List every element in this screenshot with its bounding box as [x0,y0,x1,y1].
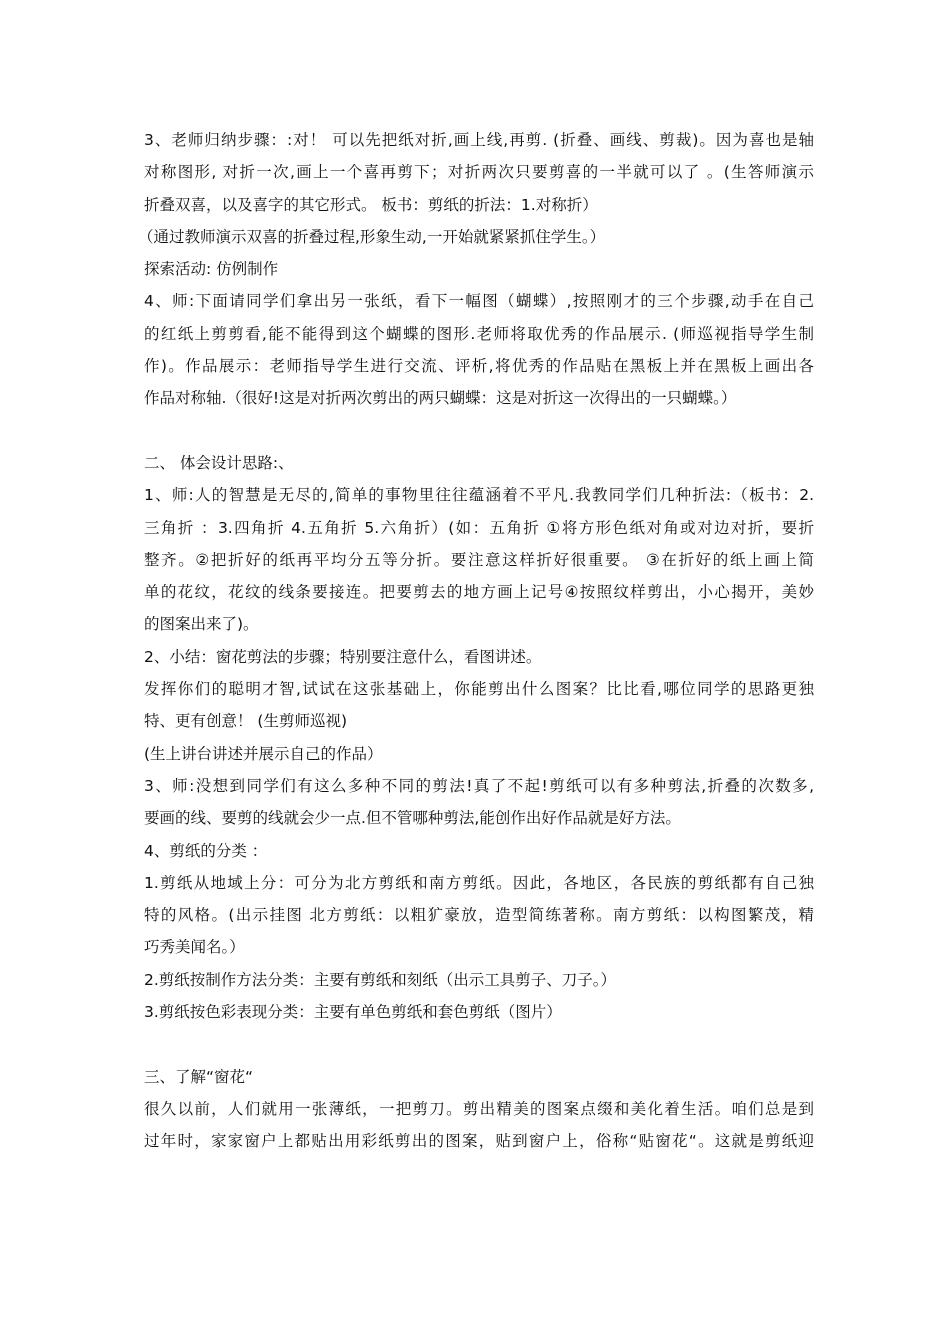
text-line-l15: 的图案出来了)。 [144,615,259,634]
text-line-l29: 很久以前，人们就用一张薄纸，一把剪刀。剪出精美的图案点缀和美化着生活。咱们总是到 [144,1099,814,1118]
text-line-l02: 对称图形, 对折一次,画上一个喜再剪下；对折两次只要剪喜的一半就可以了 。(生答师演示 [144,163,814,182]
text-line-l11: 1、师:人的智慧是无尽的,简单的事物里往往蕴涵着不平凡.我教同学们几种折法:（板书：2. [144,486,814,505]
text-line-l25: 巧秀美闻名。） [144,938,245,957]
text-line-l16: 2、小结：窗花剪法的步骤；特别要注意什么，看图讲述。 [144,647,542,666]
text-line-l12: 三角折 ：3.四角折 4.五角折 5.六角折）(如：五角折 ①将方形色纸对角或对边对折，要折 [144,518,814,537]
text-line-l10: 二、 体会设计思路:、 [144,453,294,472]
text-line-l07: 的红纸上剪剪看,能不能得到这个蝴蝶的图形.老师将取优秀的作品展示. (师巡视指导学生制 [144,324,814,343]
text-line-l08: 作)。作品展示：老师指导学生进行交流、评析,将优秀的作品贴在黑板上并在黑板上画出各 [144,357,814,376]
text-line-l01: 3、老师归纳步骤：:对！ 可以先把纸对折,画上线,再剪. (折叠、画线、剪裁)。因为喜也是轴 [144,131,814,149]
text-line-l17: 发挥你们的聪明才智,试试在这张基础上，你能剪出什么图案？比比看,哪位同学的思路更独 [144,680,814,699]
text-line-l24: 特的风格。(出示挂图 北方剪纸：以粗犷豪放，造型简练著称。南方剪纸：以构图繁茂，精 [144,906,814,925]
blank-line [144,415,814,447]
text-line-l18: 特、更有创意！ (生剪师巡视) [144,712,348,731]
text-line-l14: 单的花纹，花纹的线条要接连。把要剪去的地方画上记号④按照纹样剪出，小心揭开，美妙 [144,583,814,602]
text-line-l20: 3、师:没想到同学们有这么多种不同的剪法!真了不起!剪纸可以有多种剪法,折叠的次数多, [144,776,814,795]
text-line-l03: 折叠双喜，以及喜字的其它形式。 板书：剪纸的折法：1.对称折） [144,195,598,214]
text-line-l27: 3.剪纸按色彩表现分类：主要有单色剪纸和套色剪纸（图片） [144,1003,562,1022]
text-line-l05: 探索活动: 仿例制作 [144,260,279,279]
text-line-l13: 整齐。②把折好的纸再平均分五等分折。要注意这样折好很重要。 ③在折好的纸上画上简 [144,550,814,569]
text-line-l19: (生上讲台讲述并展示自己的作品） [144,744,383,763]
text-line-l22: 4、剪纸的分类 ： [144,841,268,860]
text-line-l26: 2.剪纸按制作方法分类：主要有剪纸和刻纸（出示工具剪子、刀子。） [144,970,617,989]
text-line-l30: 过年时，家家窗户上都贴出用彩纸剪出的图案，贴到窗户上，俗称“贴窗花“。这就是剪纸迎 [144,1132,814,1151]
text-line-l28: 三、了解“窗花“ [144,1067,254,1086]
text-line-l23: 1.剪纸从地域上分：可分为北方剪纸和南方剪纸。因此，各地区，各民族的剪纸都有自己独 [144,873,814,892]
text-line-l09: 作品对称轴.（很好!这是对折两次剪出的两只蝴蝶：这是对折这一次得出的一只蝴蝶。） [144,389,737,408]
text-line-l06: 4、师:下面请同学们拿出另一张纸，看下一幅图（蝴蝶）,按照刚才的三个步骤,动手在自己 [144,292,814,311]
blank-line [144,1028,814,1060]
text-line-l04: （通过教师演示双喜的折叠过程,形象生动,一开始就紧紧抓住学生。） [138,227,606,246]
text-line-l21: 要画的线、要剪的线就会少一点.但不管哪种剪法,能创作出好作品就是好方法。 [144,809,681,828]
